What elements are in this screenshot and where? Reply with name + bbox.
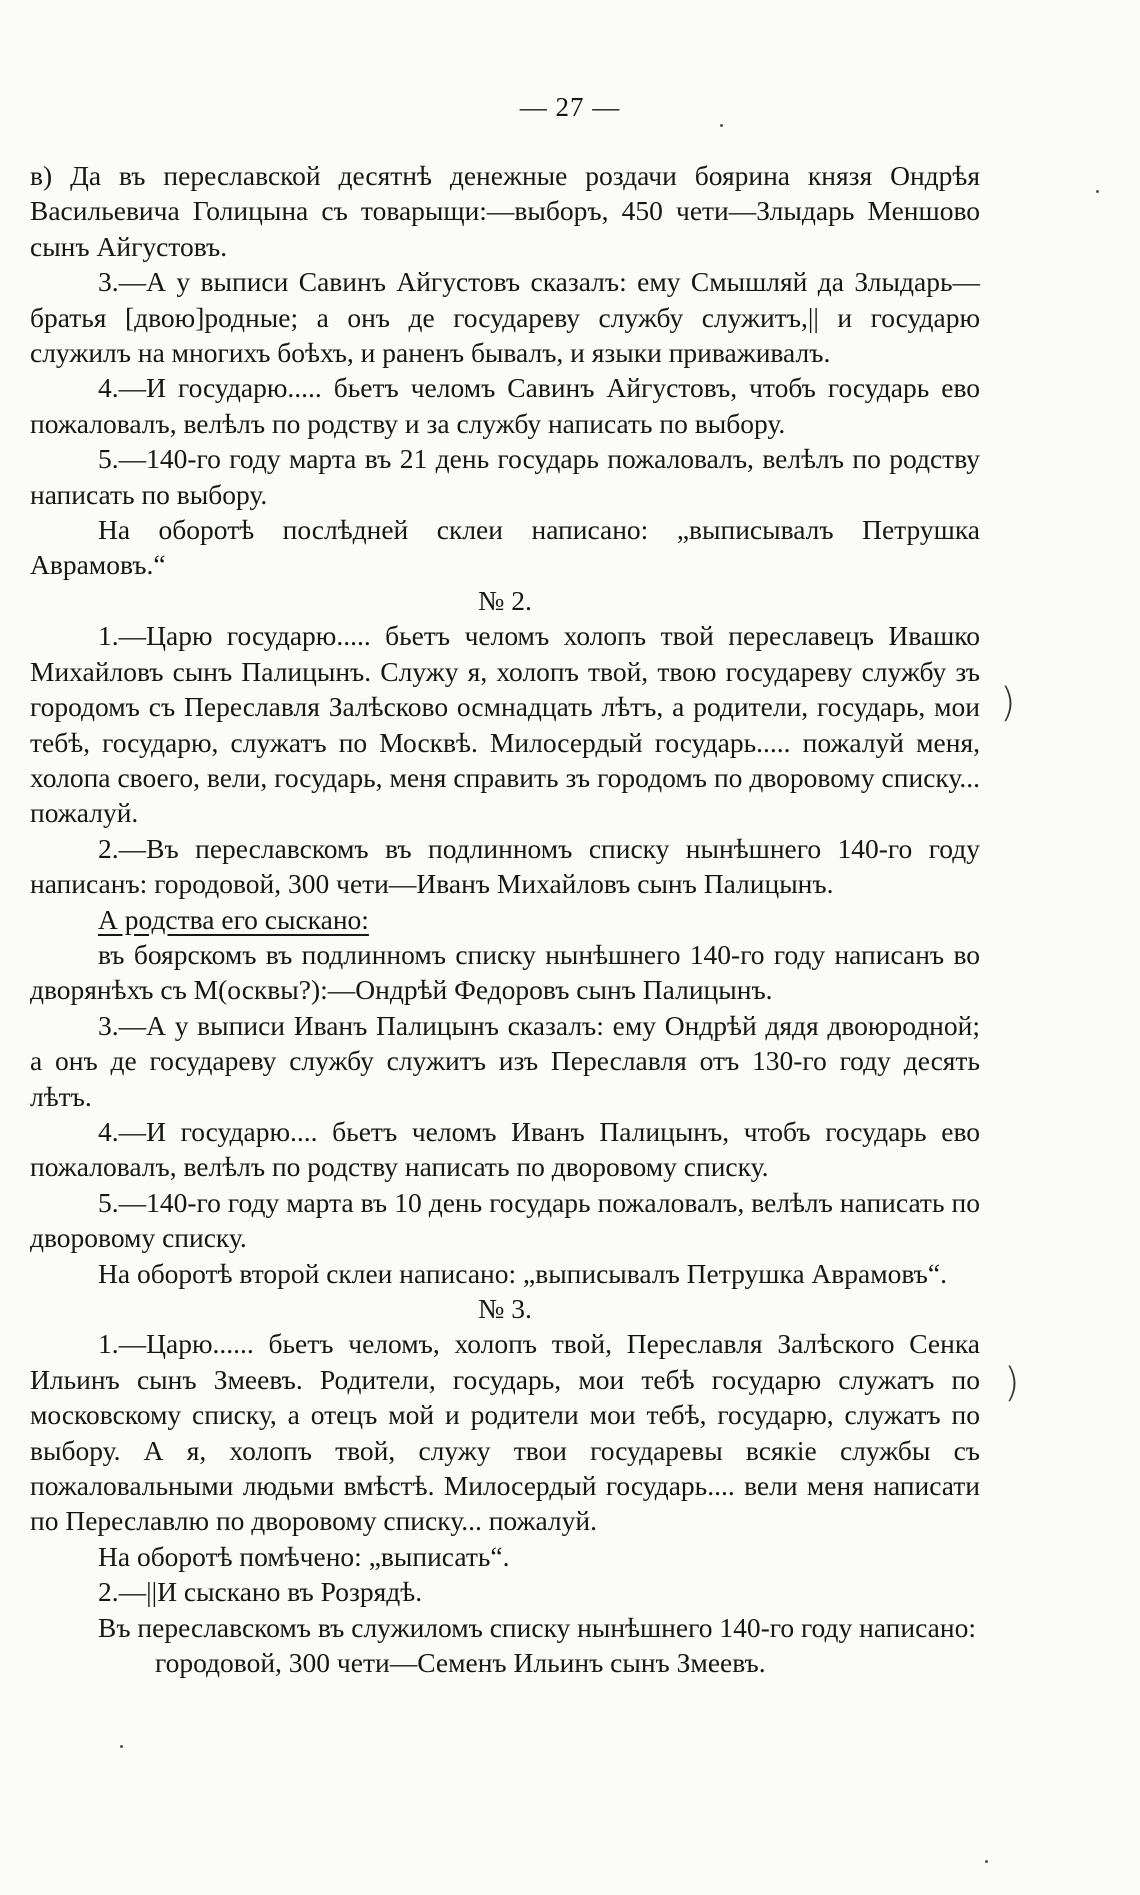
- ink-speck: [720, 124, 723, 127]
- paragraph-3: 3.—А у выписи Савинъ Айгустовъ сказалъ: ему Смышляй да Злыдарь—братья [двою]родные; а онъ де государеву службу служитъ,|| и государю служилъ на многихъ боѣхъ, и раненъ бывалъ, и языки приваживалъ.: [30, 266, 980, 369]
- paragraph-2-5: 5.—140-го году марта въ 10 день государь пожаловалъ, велѣлъ написать по дворовому списку.: [30, 1186, 980, 1254]
- paragraph-4: 4.—И государю..... бьетъ челомъ Савинъ Айгустовъ, чтобъ государь ево пожаловалъ, велѣлъ по родству и за службу написать по выбору.: [30, 372, 980, 439]
- margin-bracket-mark: ): [1000, 680, 1016, 726]
- paragraph-5: 5.—140-го году марта въ 21 день государь пожаловалъ, велѣлъ по родству написать по выбору.: [30, 443, 980, 510]
- paragraph-3-entry: городовой, 300 чети—Семенъ Ильинъ сынъ Змеевъ.: [155, 1647, 766, 1679]
- page-body: [30, 158, 980, 1680]
- ink-speck: [1096, 190, 1099, 193]
- paragraph-3-2: 2.—||И сыскано въ Розрядѣ.: [98, 1576, 423, 1608]
- paragraph-2-2: 2.—Въ переславскомъ въ подлинномъ списку нынѣшнего 140-го году написанъ: городовой, 300 чети—Иванъ Михайловъ сынъ Палицынъ.: [30, 832, 980, 900]
- paragraph-2-1: 1.—Царю государю..... бьетъ челомъ холопъ твой переславецъ Ивашко Михайловъ сынъ Палицынъ. Служу я, холопъ твой, твою государеву службу зъ городомъ съ Переславля Залѣсково осмнадцать лѣтъ, а родители, государь, мои тебѣ, государю, служатъ по Москвѣ. Милосердый государь..... пожалуй меня, холопа своего, вели, государь, меня справить зъ городомъ по дворовому списку... пожалуй.: [30, 620, 980, 829]
- ink-speck: [985, 1860, 988, 1863]
- ink-speck: [120, 1745, 123, 1748]
- section-number-3: № 3.: [478, 1293, 532, 1324]
- paragraph-3-1: 1.—Царю...... бьетъ челомъ, холопъ твой, Переславля Залѣского Сенка Ильинъ сынъ Змеевъ. Родители, государь, мои тебѣ государю служатъ по московскому списку, а отецъ мой и родители мои тебѣ, государю, служатъ по выбору. А я, холопъ твой, служу твои государевы всякіе службы съ пожаловальными людьми вмѣстѣ. Милосердый государь.... вели меня написати по Переславлю по дворовому списку... пожалуй.: [30, 1328, 980, 1537]
- paragraph-v: в) Да въ переславской десятнѣ денежные роздачи боярина князя Ондрѣя Васильевича Голицына съ товарыщи:—выборъ, 450 чети—Злыдарь Меншово сынъ Айгустовъ.: [30, 160, 980, 262]
- paragraph-2-4: 4.—И государю.... бьетъ челомъ Иванъ Палицынъ, чтобъ государь ево пожаловалъ, велѣлъ по родству написать по дворовому списку.: [30, 1115, 980, 1183]
- endorsement-note: На оборотѣ послѣдней склеи написано: „выписывалъ Петрушка Аврамовъ.“: [30, 514, 980, 581]
- endorsement-note-3: На оборотѣ помѣчено: „выписать“.: [98, 1540, 510, 1572]
- paragraph-3-search: Въ переславскомъ въ служиломъ списку нынѣшнего 140-го году написано:: [98, 1611, 976, 1643]
- kinship-heading: А родства его сыскано:: [98, 903, 369, 935]
- endorsement-note-2: На оборотѣ второй склеи написано: „выписывалъ Петрушка Аврамовъ“.: [98, 1257, 947, 1289]
- paragraph-2-3: 3.—А у выписи Иванъ Палицынъ сказалъ: ему Ондрѣй дядя двоюродной; а онъ де государеву службу служитъ изъ Переславля отъ 130-го году десять лѣтъ.: [30, 1009, 980, 1112]
- margin-bracket-mark: ): [1004, 1360, 1020, 1406]
- paragraph-2-kinship: въ боярскомъ въ подлинномъ списку нынѣшнего 140-го году написанъ во дворянѣхъ съ М(осквы?):—Ондрѣй Федоровъ сынъ Палицынъ.: [30, 938, 980, 1006]
- section-number-2: № 2.: [478, 584, 532, 616]
- page-number: — 27 —: [519, 92, 621, 122]
